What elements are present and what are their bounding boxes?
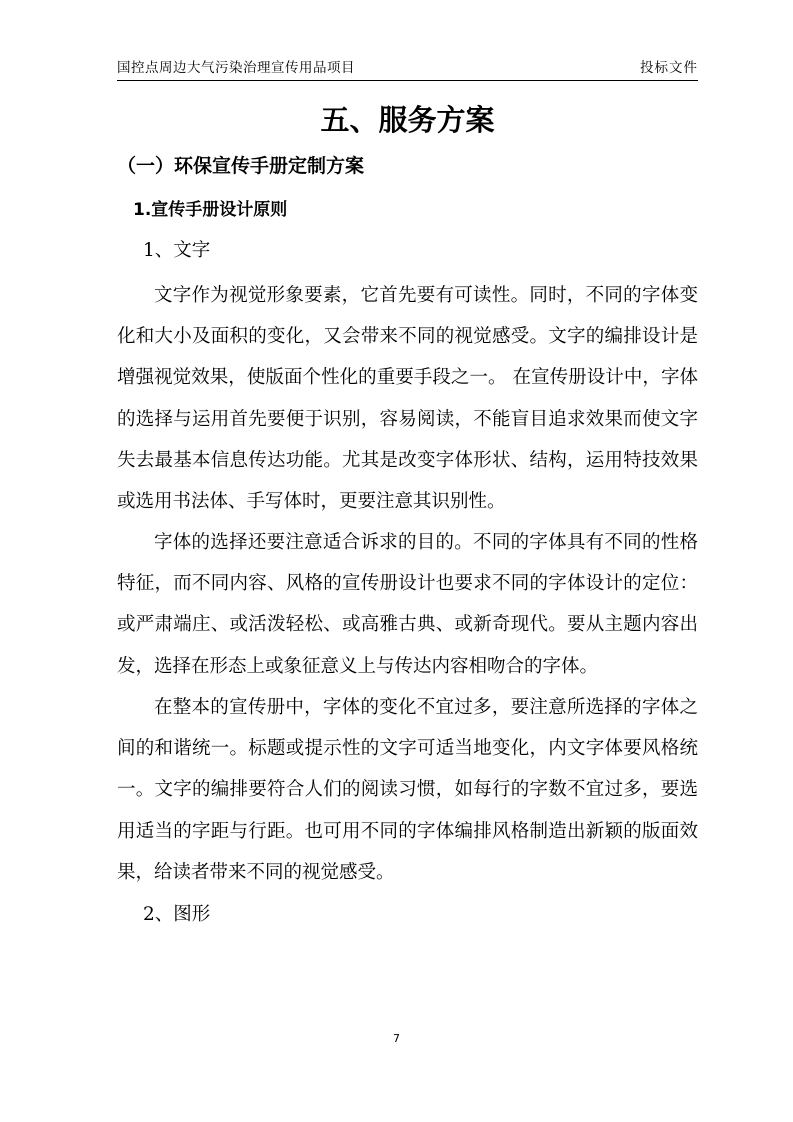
item-heading-graphics: 2、图形 [143, 904, 211, 925]
subsection-heading: 1.宣传手册设计原则 [133, 200, 288, 220]
chapter-title: 五、服务方案 [320, 103, 495, 137]
paragraph-font-selection: 字体的选择还要注意适合诉求的目的。不同的字体具有不同的性格特征，而不同内容、风格的宣传册设计也要求不同的字体设计的定位：或严肃端庄、或活泼轻松、或高雅古典、或新奇现代。要从主题内容出发，选择在形态上或象征意义上与传达内容相吻合的字体。 [117, 532, 698, 677]
page-header [117, 56, 698, 81]
item-heading-text: 1、文字 [143, 240, 211, 261]
page-number: 7 [393, 1032, 400, 1045]
paragraph-text-intro: 文字作为视觉形象要素，它首先要有可读性。同时，不同的字体变化和大小及面积的变化，又会带来不同的视觉感受。文字的编排设计是增强视觉效果，使版面个性化的重要手段之一。 在宣传册设计中，字体的选择与运用首先要便于识别，容易阅读，不能盲目追求效果而使文字失去最基本信息传达功能。尤其是改变字体形状、结构，运用特技效果或选用书法体、手写体时，更要注意其识别性。 [117, 285, 698, 513]
paragraph-font-harmony: 在整本的宣传册中，字体的变化不宜过多，要注意所选择的字体之间的和谐统一。标题或提示性的文字可适当地变化，内文字体要风格统一。文字的编排要符合人们的阅读习惯，如每行的字数不宜过多，要选用适当的字距与行距。也可用不同的字体编排风格制造出新颖的版面效果，给读者带来不同的视觉感受。 [117, 697, 698, 883]
header-project-name: 国控点周边大气污染治理宣传用品项目 [117, 60, 355, 76]
header-document-type: 投标文件 [640, 60, 698, 76]
section-heading: （一）环保宣传手册定制方案 [117, 155, 365, 177]
